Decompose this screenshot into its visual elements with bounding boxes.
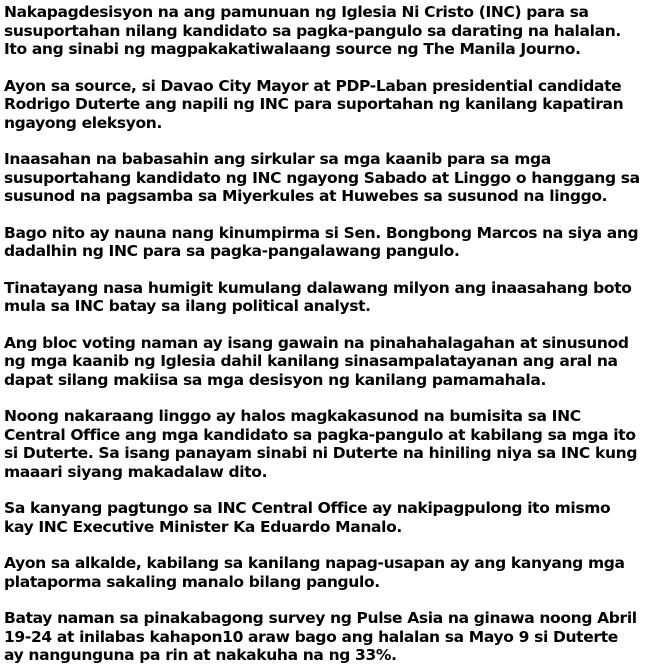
article-paragraph-2: Ayon sa source, si Davao City Mayor at PDP-Laban presidential candidate Rodrigo Duterte ang napili ng INC para suportahan ng kanilang kapatiran ngayong eleksyon.	[4, 76, 624, 132]
article-paragraph-9: Ayon sa alkalde, kabilang sa kanilang napag-usapan ay ang kanyang mga plataporma sakaling manalo bilang pangulo.	[4, 554, 625, 591]
article-paragraph-10: Batay naman sa pinakabagong survey ng Pulse Asia na ginawa noong Abril 19-24 at inilabas kahapon10 araw bago ang halalan sa Mayo 9 si Duterte ay nangunguna pa rin at nakakuha na ng 33%.	[4, 609, 637, 664]
article-paragraph-6: Ang bloc voting naman ay isang gawain na pinahahalagahan at sinusunod ng mga kaanib ng Iglesia dahil kanilang sinasampalatayanan ang aral na dapat silang makiisa sa mga desisyon ng kanilang pamamahala.	[4, 333, 629, 389]
article-paragraph-7: Noong nakaraang linggo ay halos magkakasunod na bumisita sa INC Central Office ang mga kandidato sa pagka-pangulo at kabilang sa mga ito si Duterte. Sa isang panayam sinabi ni Duterte na hiniling niya sa INC kung maaari siyang makadalaw dito.	[4, 407, 638, 481]
article-paragraph-5: Tinatayang nasa humigit kumulang dalawang milyon ang inaasahang boto mula sa INC batay sa ilang political analyst.	[4, 278, 632, 315]
article-paragraph-1: Nakapagdesisyon na ang pamunuan ng Iglesia Ni Cristo (INC) para sa susuportahan nilang kandidato sa pagka-pangulo sa darating na halalan. Ito ang sinabi ng magpakakatiwalaang source ng The Manila Journo.	[4, 3, 621, 58]
article-paragraph-8: Sa kanyang pagtungo sa INC Central Office ay nakipagpulong ito mismo kay INC Executive Minister Ka Eduardo Manalo.	[4, 499, 611, 536]
article-paragraph-4: Bago nito ay nauna nang kinumpirma si Sen. Bongbong Marcos na siya ang dadalhin ng INC para sa pagka-pangalawang pangulo.	[4, 223, 639, 260]
article-paragraph-3: Inaasahan na babasahin ang sirkular sa mga kaanib para sa mga susuportahang kandidato ng INC ngayong Sabado at Linggo o hanggang sa susunod na pagsamba sa Miyerkules at Huwebes sa susunod na linggo.	[4, 150, 640, 205]
